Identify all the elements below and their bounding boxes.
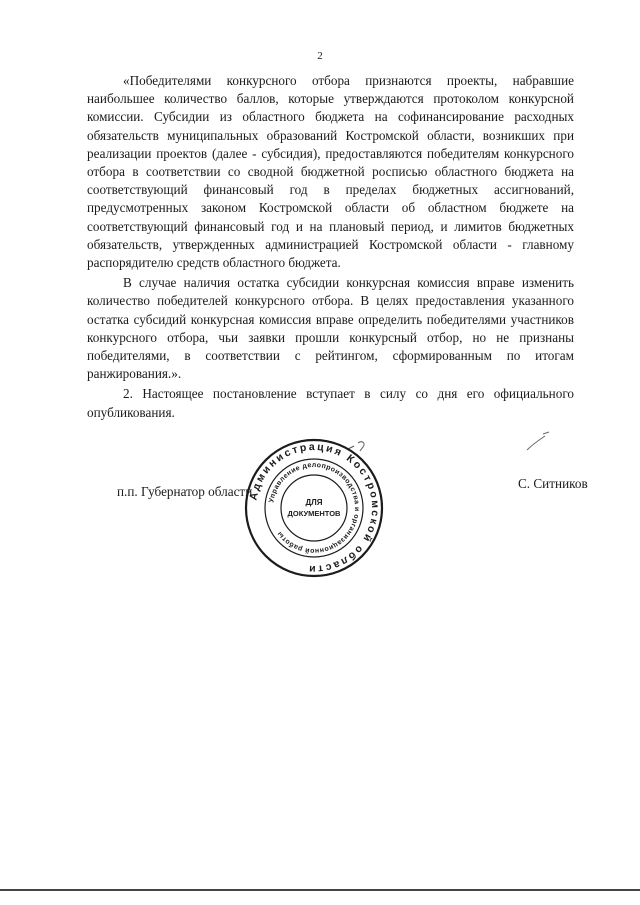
seal-outer-text: Администрация Костромской области [247,440,382,576]
page-number: 2 [317,50,323,62]
signatory-position: п.п. Губернатор области [117,484,253,499]
official-seal [244,438,384,578]
handwritten-mark [525,430,553,452]
seal-center-line1: ДЛЯ [305,498,323,507]
seal-center-line2: ДОКУМЕНТОВ [287,509,341,518]
paragraph-effective-date: 2. Настоящее постановление вступает в силу со дня его официального опубликования. [87,386,574,420]
paragraph-winners: «Победителями конкурсного отбора признаются проекты, набравшие наибольшее количество баллов, которые утверждаются протоколом конкурсной комиссии. Субсидии из областного бюджета на софинансирование расходных обязательств муниципальных образований Костромской области, возникших при реализации проектов (далее - субсидия), предоставляются победителям конкурсного отбора в соответствии со сводной бюджетной росписью областного бюджета на соответствующий финансовый год в пределах бюджетных ассигнований, предусмотренных законом Костромской области об областном бюджете на соответствующий финансовый год и на плановый период, и лимитов бюджетных обязательств, утвержденных администрацией Костромской области - главному распорядителю средств областного бюджета. [87,73,574,271]
page-bottom-edge [0,889,640,891]
signatory-name: С. Ситников [518,476,588,491]
seal-inner-text: Управление делопроизводства и организационной работы [268,461,361,555]
document-body [87,72,574,422]
paragraph-remainder: В случае наличия остатка субсидии конкурсная комиссия вправе изменить количество победителей конкурсного отбора. В целях предоставления указанного остатка субсидий конкурсная комиссия вправе определить победителями участников конкурсного отбора, чьи заявки прошли конкурсный отбор, но не признаны победителями, в соответствии с рейтингом, сформированным по итогам ранжирования.». [87,275,574,382]
